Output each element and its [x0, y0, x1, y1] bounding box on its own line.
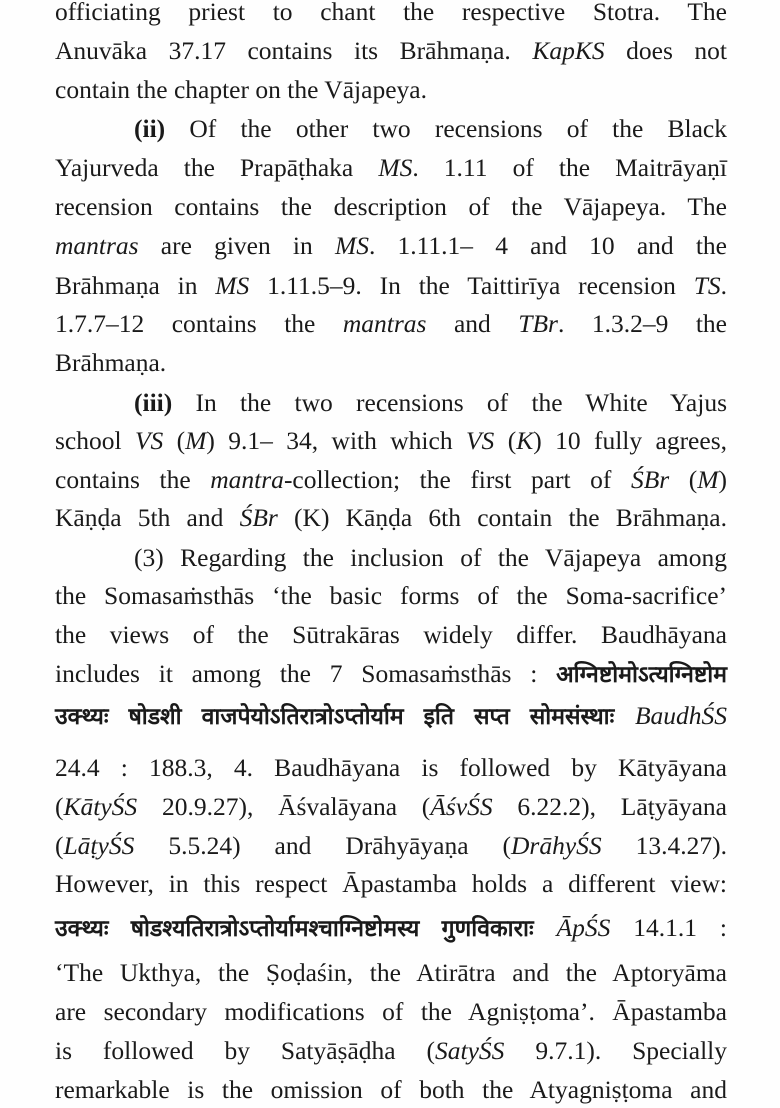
text-run: ) 10 fully agrees,: [533, 426, 727, 455]
italic-abbreviation: ŚBr: [630, 465, 670, 494]
text-line: [55, 388, 727, 418]
text-line: [55, 426, 727, 456]
text-run: 13.4.27).: [601, 831, 727, 860]
text-run: and: [426, 309, 519, 338]
text-line: [55, 659, 727, 690]
text-run: does not: [604, 36, 727, 65]
text-run: includes it among the 7 Somasaṁsthās :: [55, 659, 557, 688]
text-line: [55, 231, 727, 261]
text-line: [55, 792, 727, 822]
italic-abbreviation: M: [185, 426, 207, 455]
text-run: contain the chapter on the Vājapeya.: [55, 75, 427, 104]
text-line: [55, 620, 727, 650]
italic-abbreviation: M: [697, 465, 719, 494]
text-run: In the two recensions of the White Yajus: [172, 388, 727, 417]
text-run: (ii): [134, 114, 166, 143]
text-run: 9.7.1). Specially: [504, 1036, 728, 1065]
text-run: are secondary modifications of the Agniṣṭoma’. Āpastamba: [55, 997, 727, 1026]
text-run: (: [669, 465, 698, 494]
text-run: ) 9.1– 34, with which: [206, 426, 466, 455]
text-line: [55, 75, 727, 105]
text-run: (K) Kāṇḍa 6th contain the Brāhmaṇa.: [277, 503, 727, 532]
text-line: [55, 753, 727, 783]
text-run: 6.22.2), Lāṭyāyana: [492, 792, 727, 821]
text-run: Brāhmaṇa.: [55, 348, 167, 377]
text-line: [55, 1075, 727, 1105]
text-run: [534, 913, 557, 942]
sanskrit-quote: अग्निष्टोमोऽत्यग्निष्टोम: [556, 662, 727, 687]
text-run: However, in this respect Āpastamba holds a different view:: [55, 869, 727, 898]
text-line: [55, 1036, 727, 1066]
text-run: . 1.11 of the Maitrāyaṇī: [412, 153, 728, 182]
italic-abbreviation: LāṭyŚS: [63, 831, 135, 860]
text-line: [55, 0, 727, 27]
text-run: (: [163, 426, 186, 455]
text-run: . 1.11.1– 4 and 10 and the: [368, 231, 727, 260]
italic-abbreviation: mantras: [55, 231, 139, 260]
text-run: school: [55, 426, 135, 455]
italic-abbreviation: BaudhŚS: [634, 701, 728, 730]
text-line: [55, 153, 727, 183]
italic-abbreviation: mantra: [210, 465, 284, 494]
text-line: [55, 581, 727, 611]
italic-abbreviation: SatyŚS: [435, 1036, 505, 1065]
italic-abbreviation: TS: [693, 271, 721, 300]
text-line: [55, 271, 727, 301]
text-line: [55, 701, 727, 732]
text-line: [55, 958, 727, 988]
text-run: (3) Regarding the inclusion of the Vājapeya among: [134, 543, 727, 572]
italic-abbreviation: DrāhyŚS: [510, 831, 602, 860]
text-run: -collection; the first part of: [283, 465, 631, 494]
text-run: 24.4 : 188.3, 4. Baudhāyana is followed by Kātyāyana: [55, 753, 727, 782]
text-run: is followed by Satyāṣāḍha (: [55, 1036, 436, 1065]
italic-abbreviation: mantras: [342, 309, 427, 338]
text-line: [55, 36, 727, 66]
text-line: [55, 309, 727, 339]
text-run: Brāhmaṇa in: [55, 271, 216, 300]
text-run: Anuvāka 37.17 contains its Brāhmaṇa.: [55, 36, 533, 65]
text-line: [55, 913, 727, 944]
text-line: [55, 869, 727, 899]
sanskrit-quote: उक्थ्यः षोडशी वाजपेयोऽतिरात्रोऽप्तोर्याम इति सप्त सोमसंस्थाः: [55, 704, 615, 729]
text-run: contains the: [55, 465, 211, 494]
italic-abbreviation: VS: [465, 426, 495, 455]
text-run: . 1.3.2–9 the: [557, 309, 727, 338]
text-run: (: [494, 426, 517, 455]
text-line: [55, 348, 727, 378]
text-run: (iii): [134, 388, 173, 417]
text-run: [614, 701, 635, 730]
text-run: 1.11.5–9. In the Taittirīya recension: [249, 271, 694, 300]
text-line: [55, 503, 727, 533]
italic-abbreviation: KapKS: [532, 36, 605, 65]
italic-abbreviation: MS: [378, 153, 413, 182]
text-line: [55, 543, 727, 573]
italic-abbreviation: ŚBr: [239, 503, 278, 532]
text-run: Of the other two recensions of the Black: [165, 114, 727, 143]
text-run: (: [55, 831, 64, 860]
text-line: [55, 192, 727, 222]
text-run: 1.7.7–12 contains the: [55, 309, 343, 338]
text-run: Yajurveda the Prapāṭhaka: [55, 153, 379, 182]
text-run: are given in: [138, 231, 335, 260]
text-run: recension contains the description of the Vājapeya. The: [55, 192, 727, 221]
italic-abbreviation: KātyŚS: [63, 792, 138, 821]
text-line: [55, 465, 727, 495]
italic-abbreviation: ĀpŚS: [556, 913, 611, 942]
text-run: the views of the Sūtrakāras widely differ. Baudhāyana: [55, 620, 727, 649]
text-run: the Somasaṁsthās ‘the basic forms of the Soma-sacrifice’: [55, 581, 727, 610]
text-run: Kāṇḍa 5th and: [55, 503, 240, 532]
text-run: ‘The Ukthya, the Ṣoḍaśin, the Atirātra and the Aptoryāma: [55, 958, 727, 987]
text-run: 14.1.1 :: [610, 913, 727, 942]
text-run: remarkable is the omission of both the Atyagniṣṭoma and: [55, 1075, 727, 1104]
italic-abbreviation: ĀśvŚS: [430, 792, 493, 821]
italic-abbreviation: K: [516, 426, 534, 455]
italic-abbreviation: MS: [215, 271, 250, 300]
sanskrit-quote: उक्थ्यः षोडश्यतिरात्रोऽप्तोर्यामश्चाग्निष्टोमस्य गुणविकाराः: [55, 916, 534, 941]
text-line: [55, 114, 727, 144]
text-run: ): [718, 465, 727, 494]
text-line: [55, 831, 727, 861]
text-run: 5.5.24) and Drāhyāyaṇa (: [134, 831, 511, 860]
italic-abbreviation: VS: [134, 426, 164, 455]
text-line: [55, 997, 727, 1027]
text-run: (: [55, 792, 64, 821]
text-run: officiating priest to chant the respective Stotra. The: [55, 0, 727, 26]
text-run: .: [720, 271, 728, 300]
italic-abbreviation: MS: [334, 231, 369, 260]
italic-abbreviation: TBr: [518, 309, 558, 338]
text-run: 20.9.27), Āśvalāyana (: [137, 792, 431, 821]
